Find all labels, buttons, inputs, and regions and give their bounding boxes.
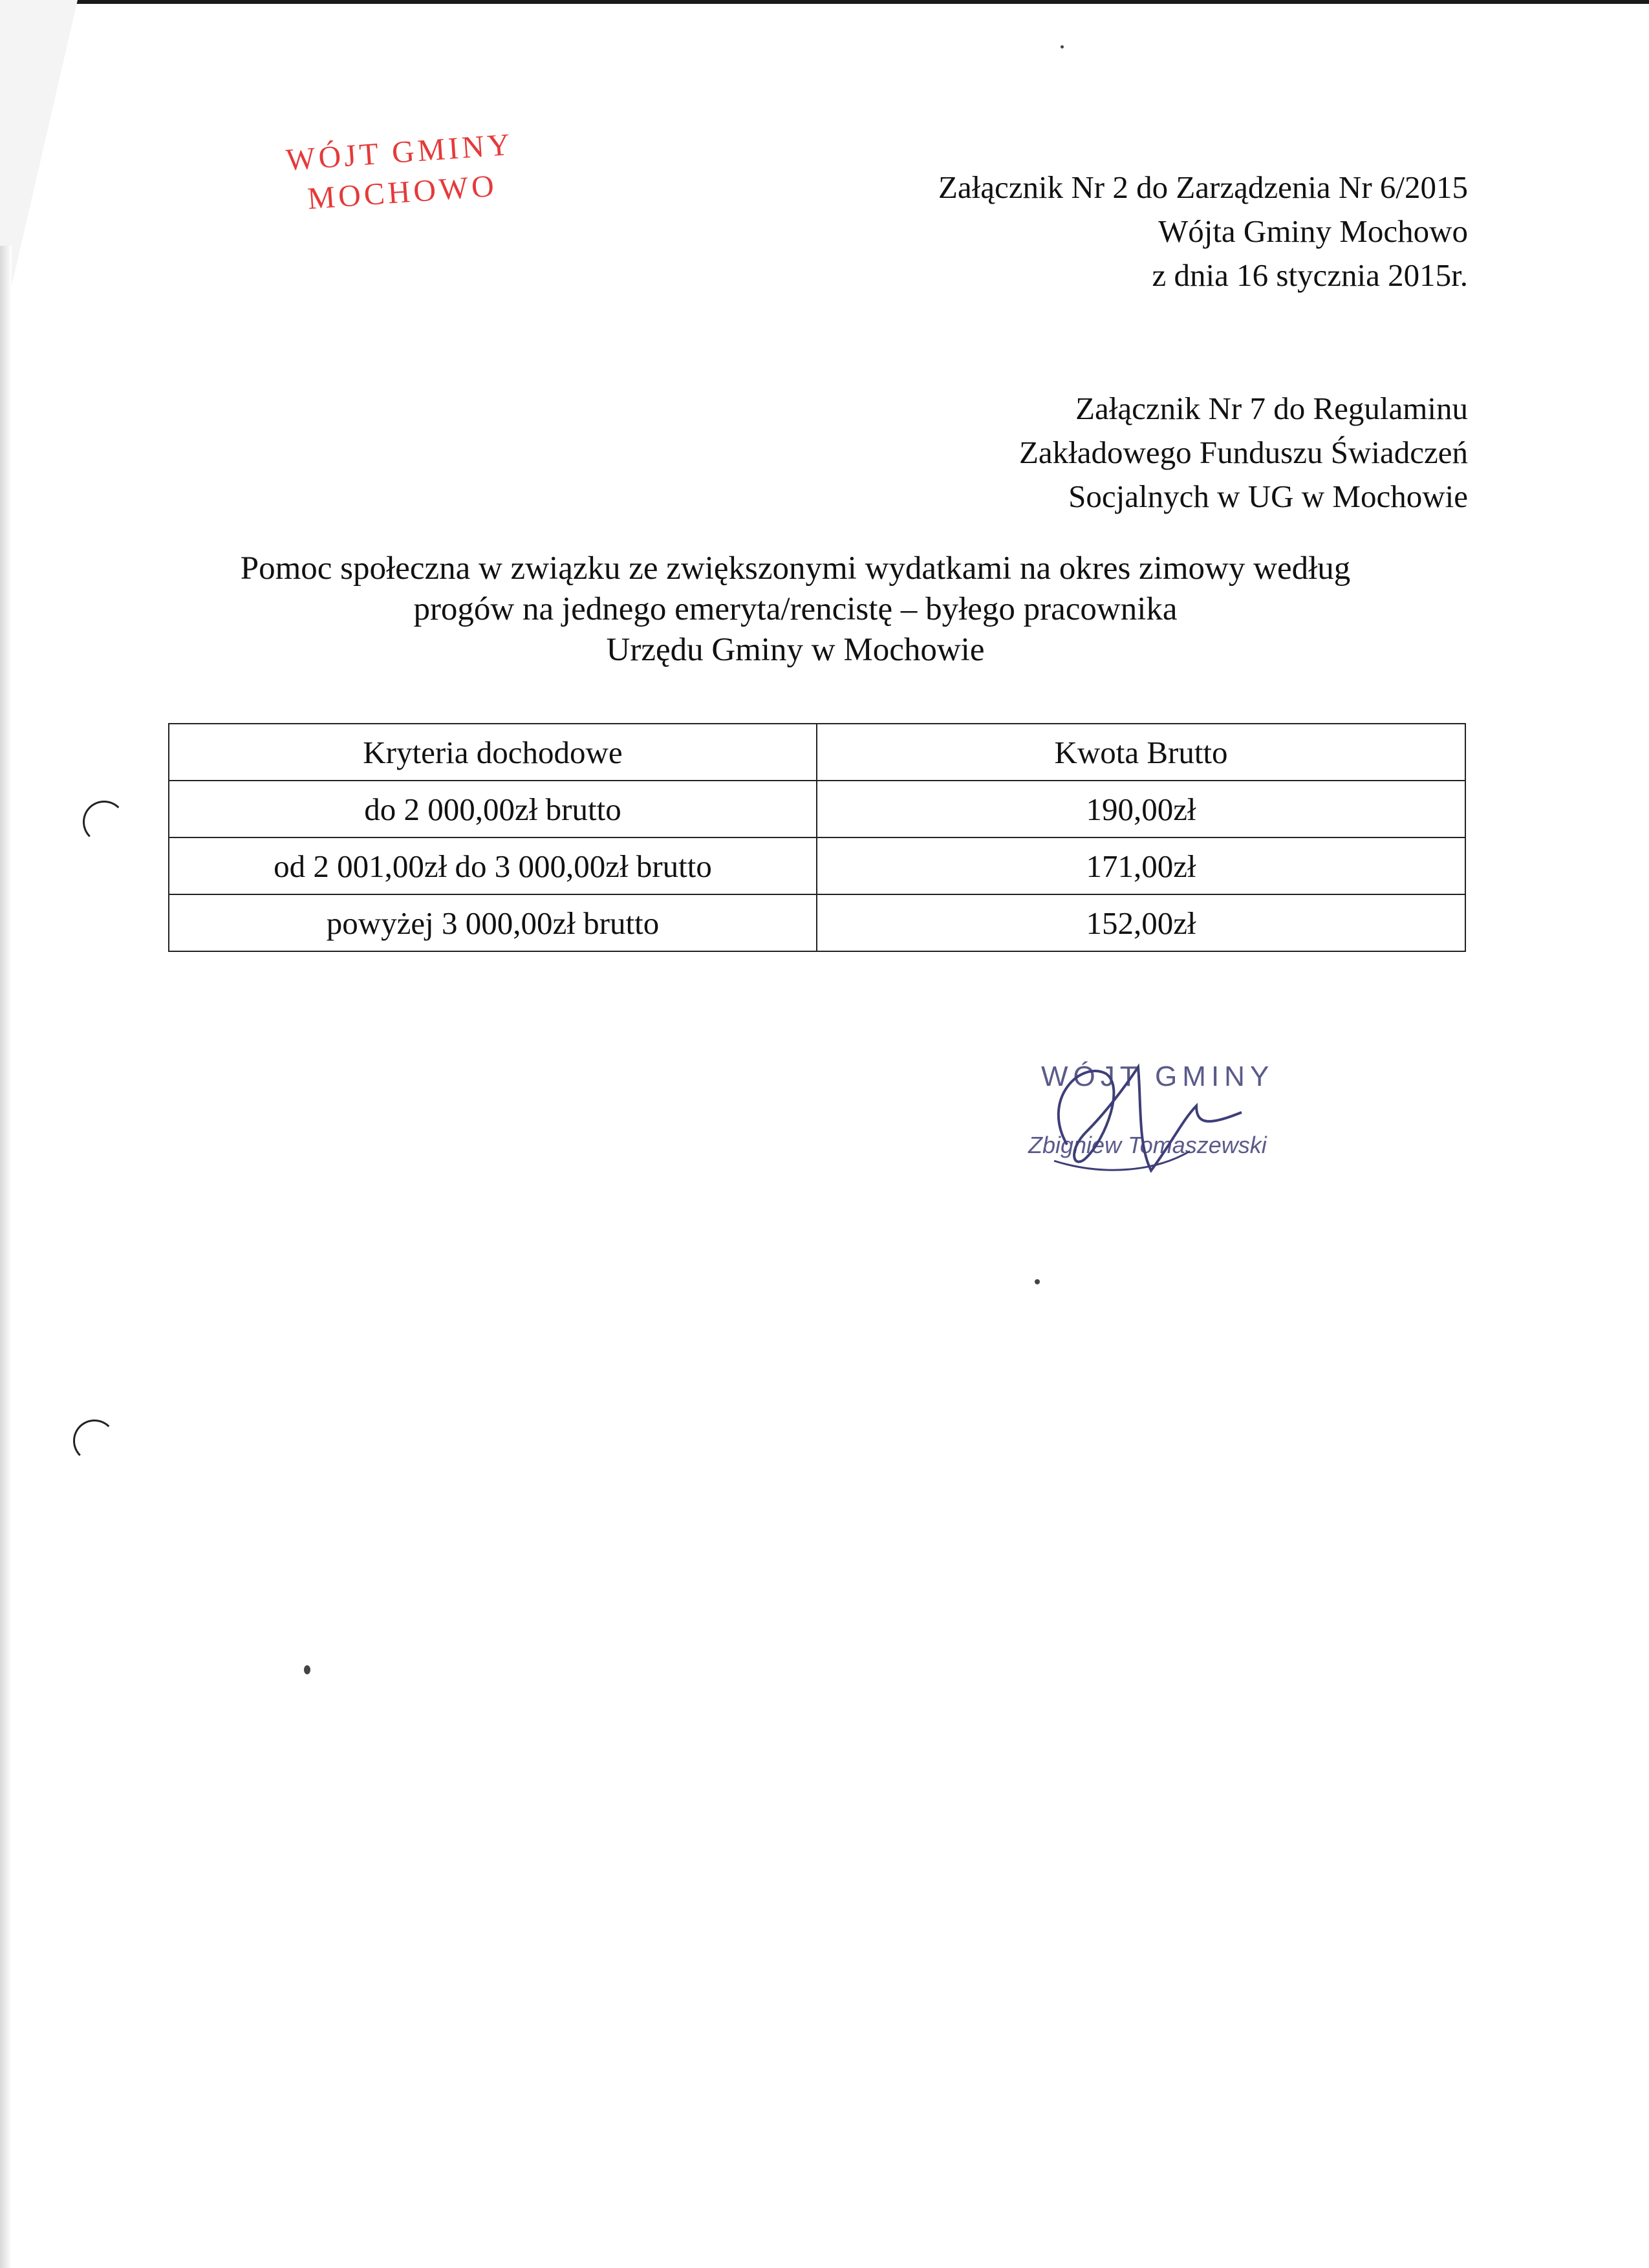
attachment-reference-regulation	[1019, 387, 1468, 519]
document-heading	[129, 548, 1461, 671]
heading-line: progów na jednego emeryta/rencistę – byłego pracownika	[413, 591, 1178, 627]
heading-line: Pomoc społeczna w związku ze zwiększonymi wydatkami na okres zimowy według	[240, 550, 1351, 587]
scan-left-shadow	[0, 246, 12, 2268]
table-cell-amount: 171,00zł	[817, 837, 1465, 894]
attachment-line: Wójta Gminy Mochowo	[1158, 213, 1468, 249]
punch-hole-mark	[73, 1420, 116, 1462]
table-cell-amount: 190,00zł	[817, 781, 1465, 837]
scan-speck	[1061, 45, 1064, 49]
table-row	[169, 781, 1465, 837]
scan-speck	[1035, 1279, 1040, 1284]
attachment-line: Socjalnych w UG w Mochowie	[1068, 479, 1468, 514]
heading-line: Urzędu Gminy w Mochowie	[606, 632, 985, 668]
table-header-cell: Kwota Brutto	[817, 724, 1465, 781]
table-cell-criterion: od 2 001,00zł do 3 000,00zł brutto	[169, 837, 817, 894]
attachment-line: z dnia 16 stycznia 2015r.	[1152, 257, 1468, 293]
attachment-reference-ordinance	[938, 166, 1468, 297]
table-row	[169, 894, 1465, 951]
attachment-line: Zakładowego Funduszu Świadczeń	[1019, 435, 1468, 470]
table-cell-amount: 152,00zł	[817, 894, 1465, 951]
signature-stamp-name: Zbigniew Tomaszewski	[1028, 1132, 1267, 1158]
punch-hole-mark	[83, 801, 125, 843]
office-stamp	[243, 122, 558, 223]
table-row	[169, 837, 1465, 894]
signature-stamp	[1028, 1048, 1364, 1190]
handwritten-signature-icon	[1028, 1048, 1364, 1190]
table-cell-criterion: powyżej 3 000,00zł brutto	[169, 894, 817, 951]
stamp-line: WÓJT GMINY	[285, 127, 515, 178]
table-cell-criterion: do 2 000,00zł brutto	[169, 781, 817, 837]
attachment-line: Załącznik Nr 2 do Zarządzenia Nr 6/2015	[938, 169, 1468, 205]
signature-stamp-title: WÓJT GMINY	[1041, 1061, 1275, 1092]
scan-speck	[304, 1665, 310, 1674]
table-header-cell: Kryteria dochodowe	[169, 724, 817, 781]
income-criteria-table	[168, 723, 1466, 952]
stamp-line: MOCHOWO	[306, 168, 499, 217]
attachment-line: Załącznik Nr 7 do Regulaminu	[1075, 391, 1468, 426]
table-header-row	[169, 724, 1465, 781]
page-top-edge	[0, 0, 1649, 4]
scan-folded-corner	[0, 0, 78, 336]
